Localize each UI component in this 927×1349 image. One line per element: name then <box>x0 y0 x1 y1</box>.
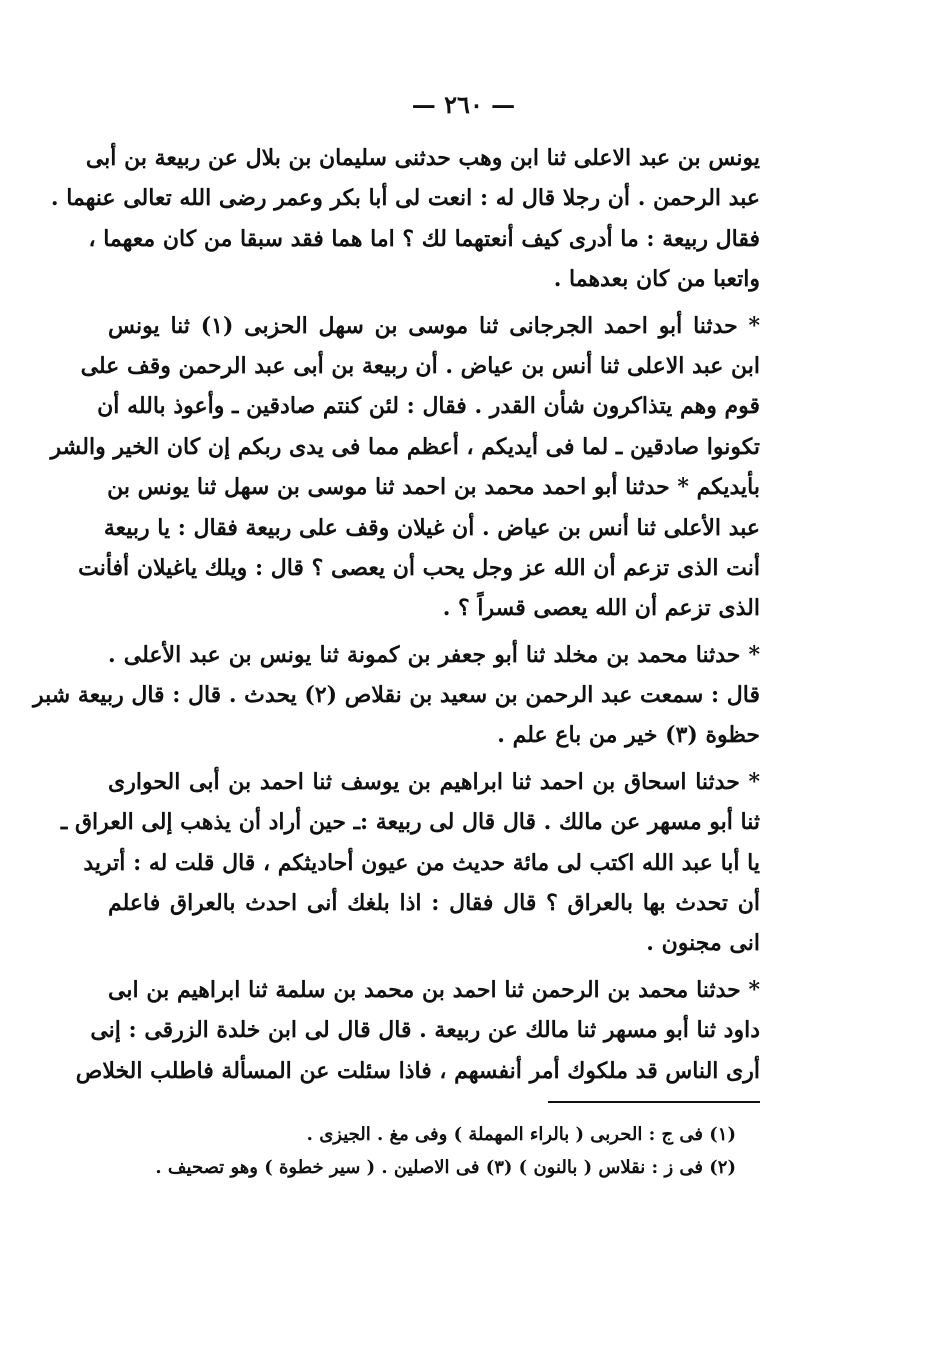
main-text <box>33 138 760 1091</box>
text-line: * حدثنا محمد بن الرحمن ثنا احمد بن محمد بن سلمة ثنا ابراهيم بن ابى <box>108 976 760 1003</box>
text-line: يا أبا عبد الله اكتب لى مائة حديث من عيون أحاديثكم ، قال قلت له : أتريد <box>83 849 760 876</box>
text-line: فقال ربيعة : ما أدرى كيف أنعتهما لك ؟ اما هما فقد سبقا من كان معهما ، <box>88 225 760 252</box>
text-line: * حدثنا اسحاق بن احمد ثنا ابراهيم بن يوسف ثنا احمد بن أبى الحوارى <box>108 768 760 795</box>
paragraph-1 <box>50 138 760 300</box>
footnote: (٢) فى ز : نقلاس ( بالنون ) (٣) فى الاصلين . ( سير خطوة ) وهو تصحيف . <box>155 1157 736 1178</box>
footnote-divider <box>548 1101 760 1103</box>
text-line: * حدثنا محمد بن مخلد ثنا أبو جعفر بن كمونة ثنا يونس بن عبد الأعلى . <box>108 641 760 668</box>
paragraph-2 <box>50 306 760 629</box>
text-line: قوم وهم يتذاكرون شأن القدر . فقال : لئن كنتم صادقين ـ وأعوذ بالله أن <box>97 393 760 420</box>
text-line: ابن عبد الاعلى ثنا أنس بن عياض . أن ربيعة بن أبى عبد الرحمن وقف على <box>80 352 760 379</box>
text-line: أرى الناس قد ملكوك أمر أنفسهم ، فاذا سئلت عن المسألة فاطلب الخلاص <box>75 1057 760 1084</box>
text-line: حظوة (٣) خير من باع علم . <box>497 722 760 749</box>
text-line: عبد الأعلى ثنا أنس بن عياض . أن غيلان وقف على ربيعة فقال : يا ربيعة <box>103 514 760 541</box>
paragraph-3 <box>33 635 760 756</box>
footnotes <box>108 1118 736 1184</box>
text-line: واتعبا من كان بعدهما . <box>553 266 760 293</box>
paragraph-4 <box>60 762 760 964</box>
text-line: عبد الرحمن . أن رجلا قال له : انعت لى أبا بكر وعمر رضى الله تعالى عنهما . <box>50 185 760 212</box>
text-line: الذى تزعم أن الله يعصى قسراً ؟ . <box>442 595 760 622</box>
text-line: * حدثنا أبو احمد الجرجانى ثنا موسى بن سهل الحزبى (١) ثنا يونس <box>108 312 760 339</box>
text-line: داود ثنا أبو مسهر ثنا مالك عن ربيعة . قال قال لى ابن خلدة الزرقى : إنى <box>90 1017 760 1044</box>
text-line: أن تحدث بها بالعراق ؟ قال فقال : اذا بلغك أنى احدث بالعراق فاعلم <box>108 890 760 917</box>
text-line: انى مجنون . <box>646 930 760 957</box>
text-line: يونس بن عبد الاعلى ثنا ابن وهب حدثنى سليمان بن بلال عن ربيعة بن أبى <box>85 145 760 171</box>
text-line: قال : سمعت عبد الرحمن بن سعيد بن نقلاص (٢) يحدث . قال : قال ربيعة شبر <box>33 682 760 709</box>
page-number: — ٢٦٠ — <box>411 90 516 119</box>
text-line: أنت الذى تزعم أن الله عز وجل يحب أن يعصى ؟ قال : ويلك ياغيلان أفأنت <box>78 554 760 581</box>
text-line: ثنا أبو مسهر عن مالك . قال قال لى ربيعة :ـ حين أراد أن يذهب إلى العراق ـ <box>60 809 760 836</box>
footnote: (١) فى ج : الحربى ( بالراء المهملة ) وفى مغ . الجيزى . <box>306 1124 736 1145</box>
text-line: بأيديكم * حدثنا أبو احمد محمد بن احمد ثنا موسى بن سهل ثنا يونس بن <box>107 474 760 501</box>
paragraph-5 <box>75 970 760 1091</box>
text-line: تكونوا صادقين ـ لما فى أيديكم ، أعظم مما فى يدى ربكم إن كان الخير والشر <box>50 433 760 460</box>
